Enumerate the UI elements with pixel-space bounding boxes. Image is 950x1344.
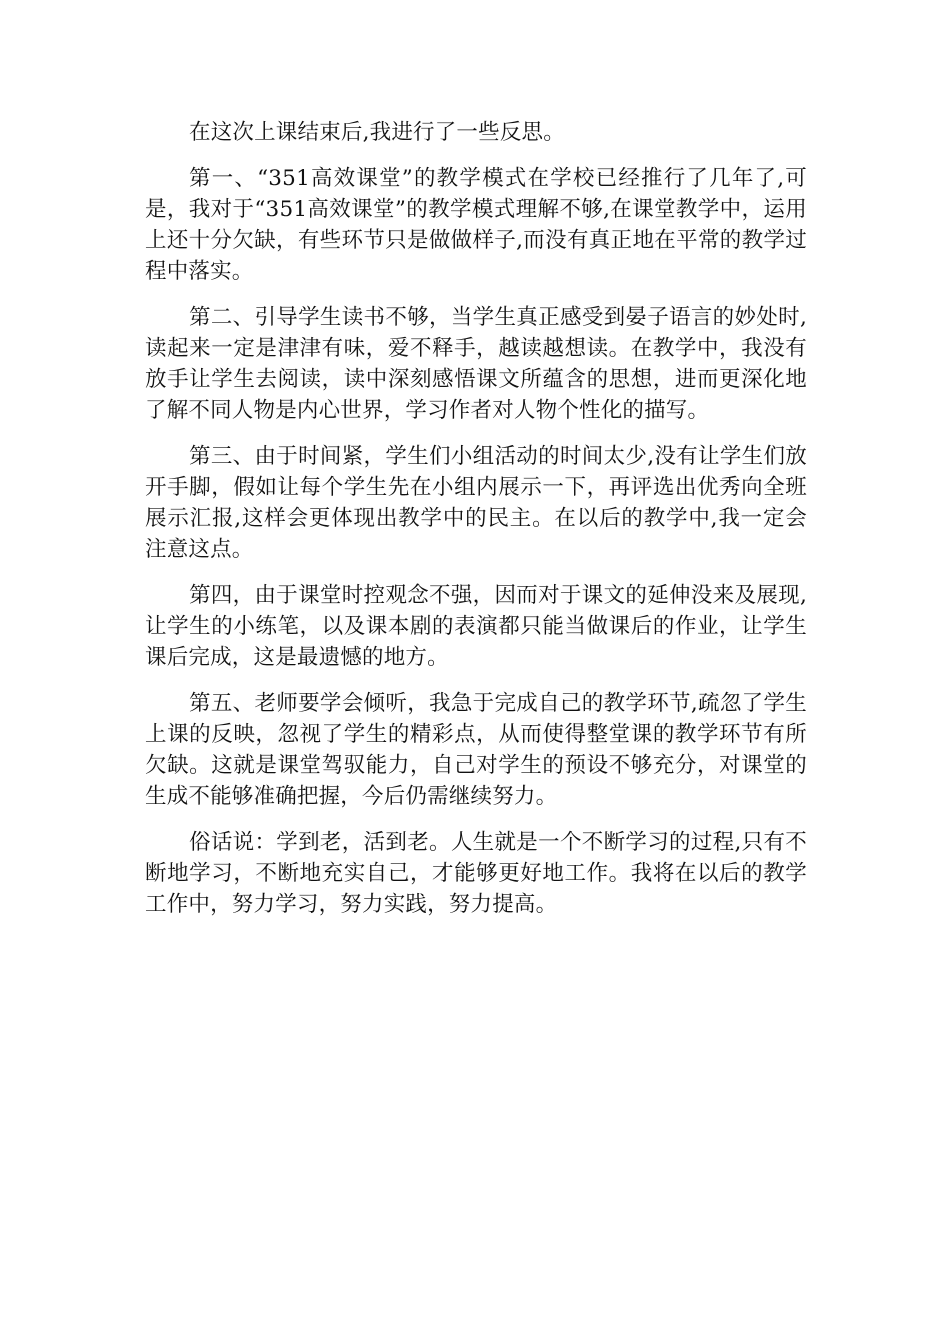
paragraph-conclusion: 俗话说：学到老，活到老。人生就是一个不断学习的过程,只有不断地学习，不断地充实自己，才能够更好地工作。我将在以后的教学工作中，努力学习，努力实践，努力提高。 (145, 830, 807, 917)
paragraph-third: 第三、由于时间紧，学生们小组活动的时间太少,没有让学生们放开手脚，假如让每个学生先在小组内展示一下，再评选出优秀向全班展示汇报,这样会更体现出教学中的民主。在以后的教学中,我一定会注意这点。 (145, 444, 807, 562)
paragraph-fourth: 第四，由于课堂时控观念不强，因而对于课文的延伸没来及展现,让学生的小练笔，以及课本剧的表演都只能当做课后的作业，让学生课后完成，这是最遗憾的地方。 (145, 583, 807, 670)
paragraph-second: 第二、引导学生读书不够，当学生真正感受到晏子语言的妙处时,读起来一定是津津有味，爱不释手，越读越想读。在教学中，我没有放手让学生去阅读，读中深刻感悟课文所蕴含的思想，进而更深化地了解不同人物是内心世界，学习作者对人物个性化的描写。 (145, 305, 807, 423)
paragraph-intro: 在这次上课结束后,我进行了一些反思。 (189, 120, 565, 145)
paragraph-fifth: 第五、老师要学会倾听，我急于完成自己的教学环节,疏忽了学生上课的反映，忽视了学生的精彩点，从而使得整堂课的教学环节有所欠缺。这就是课堂驾驭能力，自己对学生的预设不够充分，对课堂的生成不能够准确把握，今后仍需继续努力。 (145, 691, 807, 809)
paragraph-first: 第一、“351高效课堂”的教学模式在学校已经推行了几年了,可是，我对于“351高效课堂”的教学模式理解不够,在课堂教学中，运用上还十分欠缺，有些环节只是做做样子,而没有真正地在平常的教学过程中落实。 (145, 166, 807, 284)
document-body (145, 117, 807, 935)
